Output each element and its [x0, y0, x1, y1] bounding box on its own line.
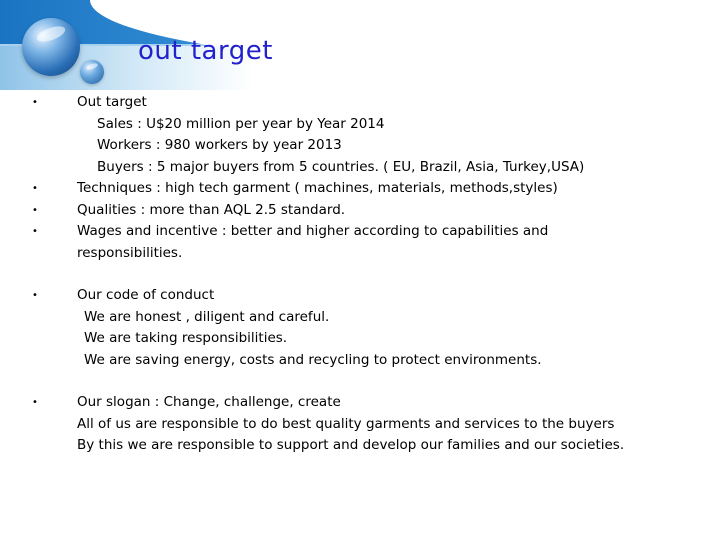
bullet-qualities — [32, 200, 708, 222]
target-sales: Sales : U$20 million per year by Year 2014 — [97, 115, 385, 132]
target-buyers: Buyers : 5 major buyers from 5 countries. ( EU, Brazil, Asia, Turkey,USA) — [97, 158, 585, 175]
slogan-line: By this we are responsible to support and develop our families and our societies. — [77, 437, 625, 453]
techniques-text: Techniques : high tech garment ( machines, materials, methods,styles) — [77, 180, 558, 196]
conduct-line: We are honest , diligent and careful. — [84, 308, 330, 325]
slide-body — [32, 92, 708, 457]
slogan-line: All of us are responsible to do best quality garments and services to the buyers — [77, 415, 615, 432]
slogan-heading: Our slogan : Change, challenge, create — [77, 394, 341, 410]
target-workers: Workers : 980 workers by year 2013 — [97, 137, 342, 153]
qualities-text: Qualities : more than AQL 2.5 standard. — [77, 201, 346, 218]
bullet-dot: • — [32, 290, 38, 301]
slide-title: out target — [138, 36, 273, 66]
bullet-dot: • — [32, 97, 38, 108]
bullet-dot: • — [32, 204, 38, 216]
bullet-target — [32, 92, 708, 178]
bullet-wages — [32, 221, 708, 264]
bullet-slogan — [32, 392, 708, 457]
wages-line-1: Wages and incentive : better and higher according to capabilities and — [77, 223, 549, 239]
conduct-line: We are saving energy, costs and recycling to protect environments. — [84, 351, 542, 368]
bullet-conduct — [32, 285, 708, 371]
conduct-heading: Our code of conduct — [77, 287, 215, 303]
small-globe-icon — [80, 60, 104, 84]
target-heading: Out target — [77, 94, 147, 110]
bullet-dot: • — [32, 226, 38, 237]
bullet-techniques — [32, 178, 708, 200]
bullet-dot: • — [32, 183, 38, 194]
globe-logo-icon — [22, 18, 80, 76]
slide-header — [0, 0, 720, 90]
conduct-line: We are taking responsibilities. — [84, 330, 288, 346]
wages-line-2: responsibilities. — [77, 244, 183, 261]
bullet-dot: • — [32, 397, 38, 408]
